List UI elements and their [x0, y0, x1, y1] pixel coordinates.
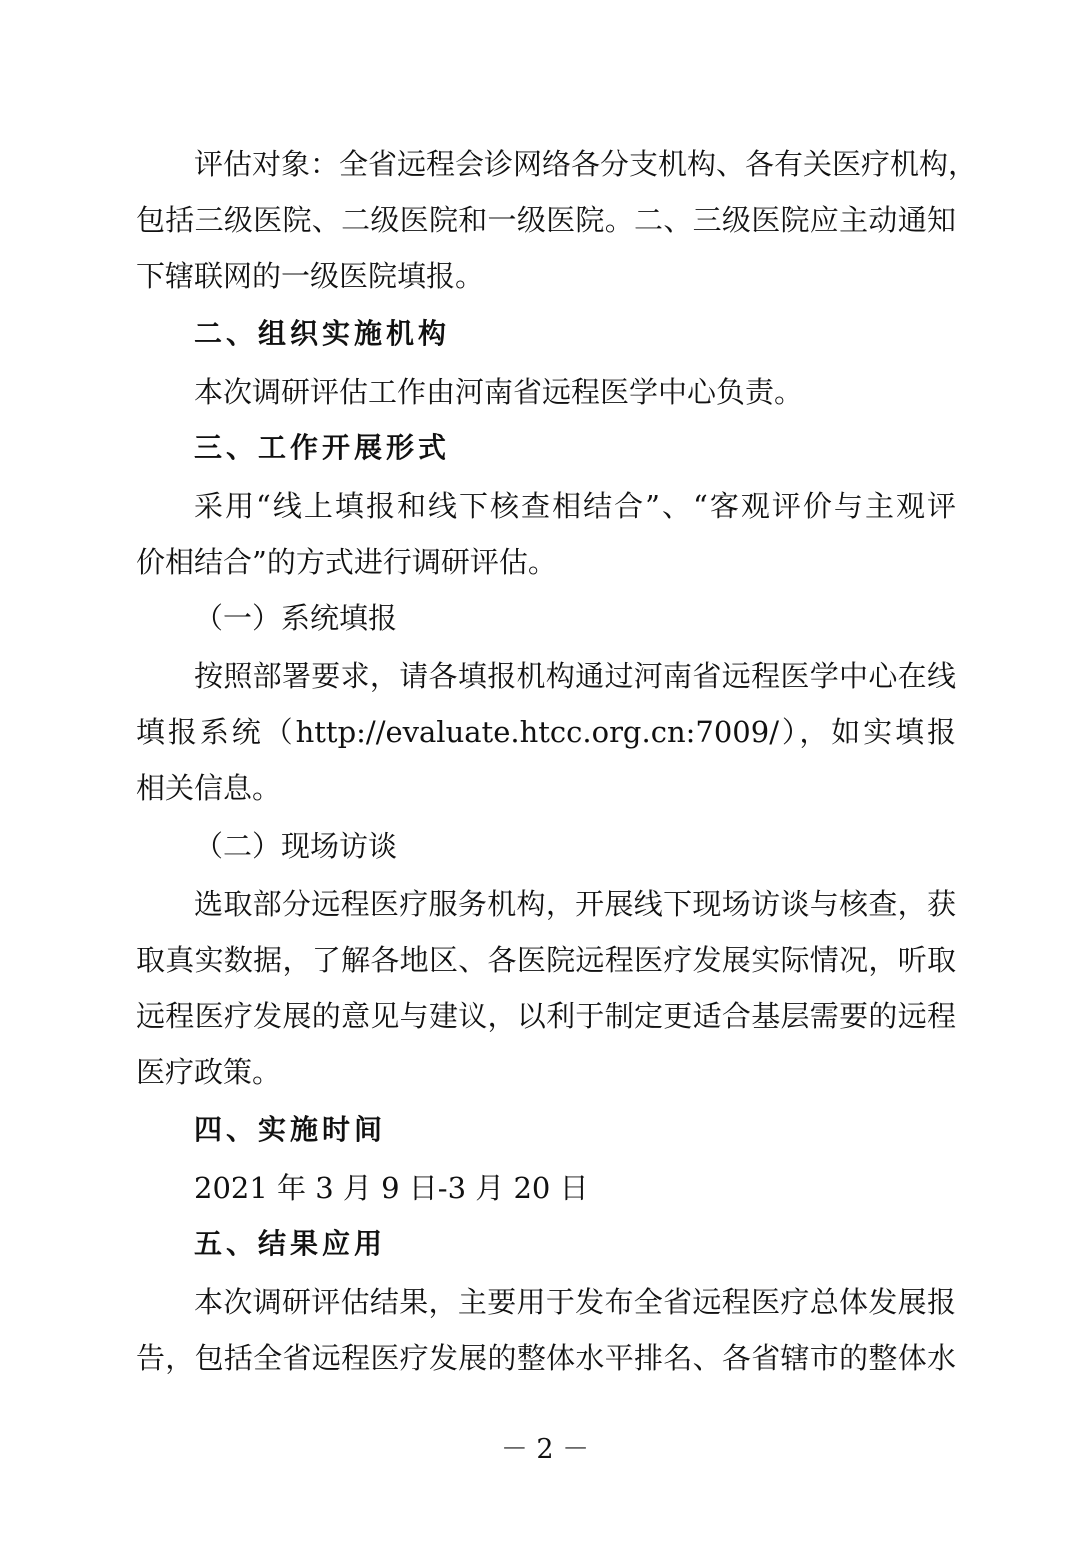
paragraph-line: 选取部分远程医疗服务机构，开展线下现场访谈与核查，获: [194, 887, 956, 921]
section-heading: 二、组织实施机构: [194, 317, 451, 350]
page-number: － 2 －: [500, 1434, 590, 1465]
subsection-title: （一）系统填报: [194, 601, 398, 635]
paragraph-line: 2021 年 3 月 9 日-3 月 20 日: [194, 1171, 589, 1205]
paragraph-line: 相关信息。: [136, 771, 282, 805]
paragraph-line: 采用“线上填报和线下核查相结合”、“客观评价与主观评: [194, 489, 956, 523]
section-heading: 三、工作开展形式: [194, 431, 451, 464]
paragraph-line: 本次调研评估工作由河南省远程医学中心负责。: [194, 375, 804, 409]
paragraph-line: 医疗政策。: [136, 1055, 282, 1089]
paragraph-line: 包括三级医院、二级医院和一级医院。二、三级医院应主动通知: [136, 203, 956, 237]
subsection-title: （二）现场访谈: [194, 829, 398, 863]
paragraph-line: 填报系统（http://evaluate.htcc.org.cn:7009/），如实填报: [136, 715, 956, 749]
paragraph-line: 告，包括全省远程医疗发展的整体水平排名、各省辖市的整体水: [136, 1341, 956, 1375]
paragraph-line: 按照部署要求，请各填报机构通过河南省远程医学中心在线: [194, 659, 956, 693]
section-heading: 五、结果应用: [194, 1227, 387, 1260]
section-heading: 四、实施时间: [194, 1113, 387, 1146]
paragraph-line: 下辖联网的一级医院填报。: [136, 259, 485, 293]
paragraph-line: 远程医疗发展的意见与建议，以利于制定更适合基层需要的远程: [136, 999, 956, 1033]
paragraph-line: 评估对象：全省远程会诊网络各分支机构、各有关医疗机构，: [194, 147, 978, 181]
paragraph-line: 取真实数据，了解各地区、各医院远程医疗发展实际情况，听取: [136, 943, 956, 977]
paragraph-line: 本次调研评估结果，主要用于发布全省远程医疗总体发展报: [194, 1285, 956, 1319]
paragraph-line: 价相结合”的方式进行调研评估。: [136, 545, 557, 579]
